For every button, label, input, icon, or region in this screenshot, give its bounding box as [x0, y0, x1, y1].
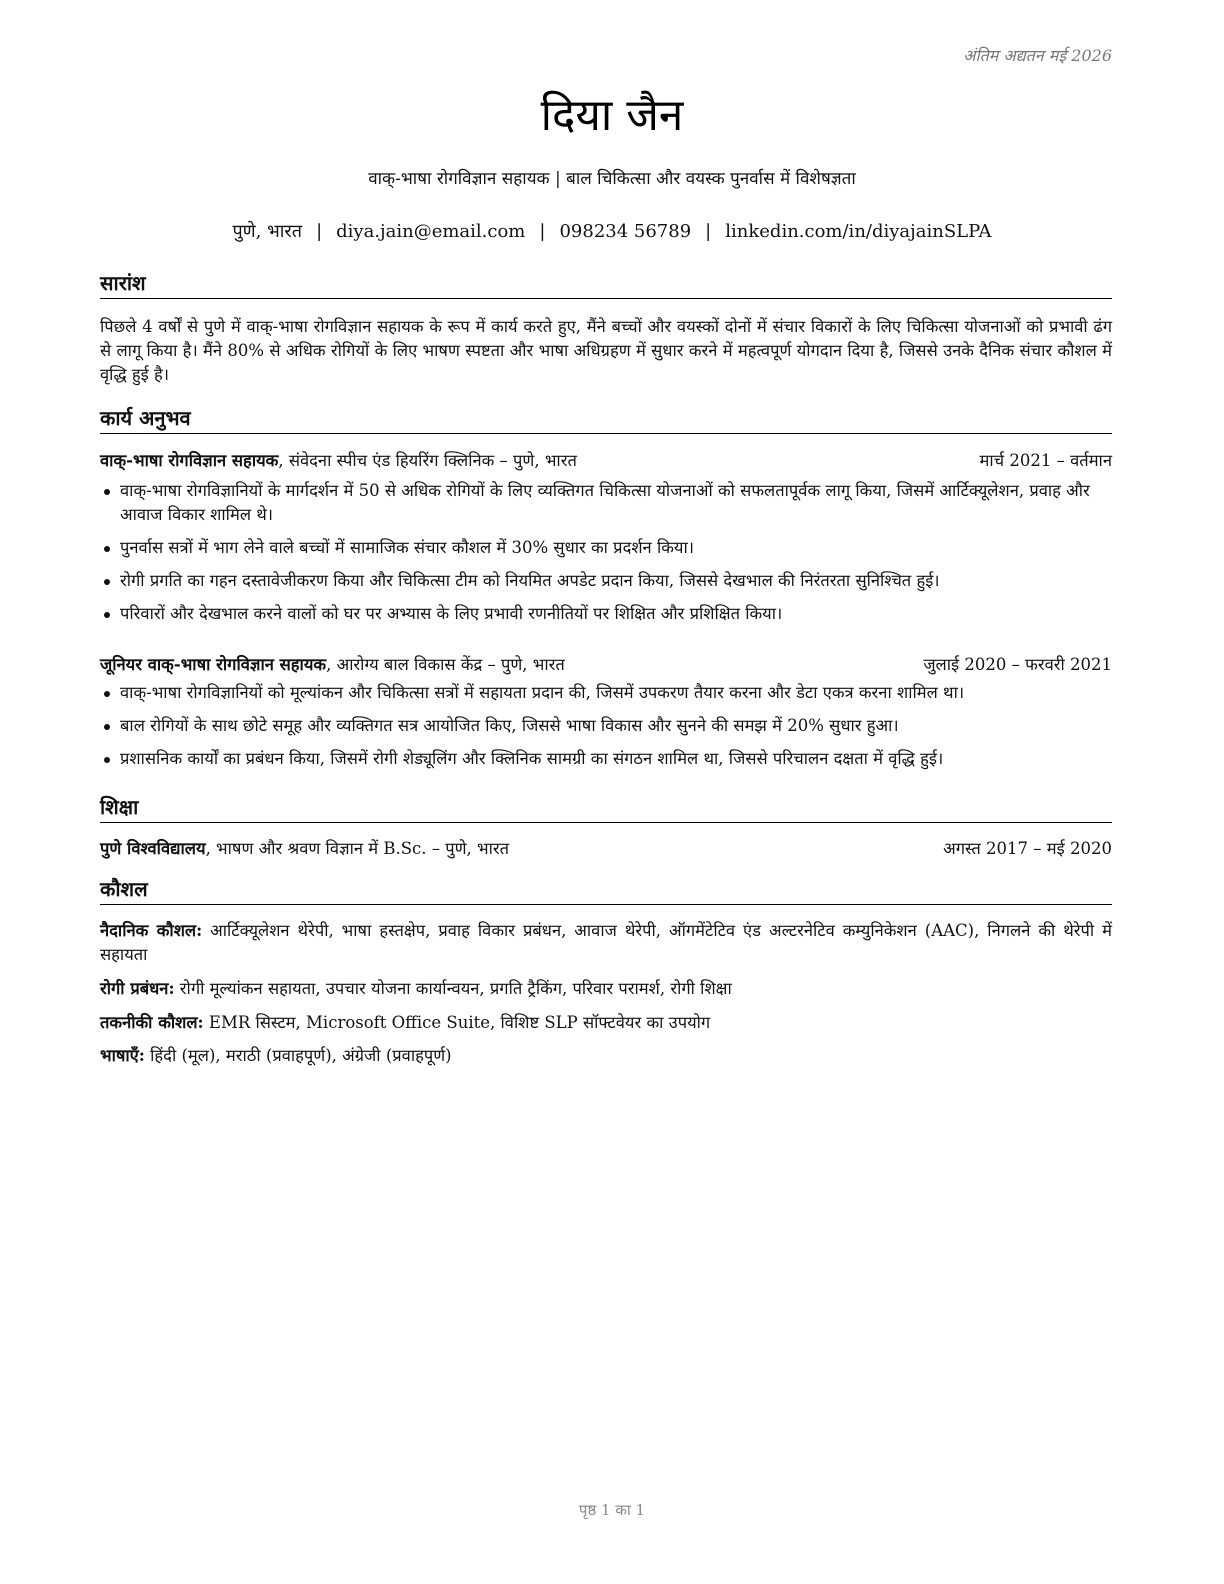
- job-bullet: रोगी प्रगति का गहन दस्तावेजीकरण किया और चिकित्सा टीम को नियमित अपडेट प्रदान किया, जिससे देखभाल की निरंतरता सुनिश्चित हुई।: [100, 569, 1112, 593]
- job-bullets: [100, 681, 1112, 780]
- skill-value: हिंदी (मूल), मराठी (प्रवाहपूर्ण), अंग्रेजी (प्रवाहपूर्ण): [144, 1046, 452, 1065]
- job-header: [100, 448, 1112, 474]
- skill-line: [100, 919, 1112, 967]
- job-bullet: पुनर्वास सत्रों में भाग लेने वाले बच्चों में सामाजिक संचार कौशल में 30% सुधार का प्रदर्शन किया।: [100, 536, 1112, 560]
- skill-label: रोगी प्रबंधन:: [100, 979, 175, 998]
- summary-text: पिछले 4 वर्षों से पुणे में वाक्-भाषा रोगविज्ञान सहायक के रूप में कार्य करते हुए, मैंने बच्चों और वयस्कों दोनों में संचार विकारों के लिए चिकित्सा योजनाओं को प्रभावी ढंग से लागू किया है। मैंने 80% से अधिक रोगियों के लिए भाषण स्पष्टता और भाषा अधिग्रहण में सुधार करने में महत्वपूर्ण योगदान दिया है, जिससे उनके दैनिक संचार कौशल में वृद्धि हुई है।: [100, 317, 1112, 384]
- contact-separator: |: [539, 221, 546, 242]
- skill-label: तकनीकी कौशल:: [100, 1013, 204, 1032]
- contact-line: [0, 218, 1224, 246]
- contact-phone[interactable]: 098234 56789: [559, 221, 692, 242]
- skill-line: [100, 1011, 1112, 1035]
- skill-label: भाषाएँ:: [100, 1046, 145, 1065]
- education-school: पुणे विश्वविद्यालय: [100, 839, 206, 858]
- skills-heading: कौशल: [100, 876, 1112, 905]
- job-dates: जुलाई 2020 – फरवरी 2021: [923, 655, 1112, 674]
- education-entry: [100, 836, 1112, 862]
- education-degree: , भाषण और श्रवण विज्ञान में B.Sc. – पुणे, भारत: [205, 839, 510, 858]
- job-bullets: [100, 479, 1112, 635]
- skill-line: [100, 977, 1112, 1001]
- job-role: जूनियर वाक्-भाषा रोगविज्ञान सहायक: [100, 655, 327, 674]
- professional-subtitle: वाक्-भाषा रोगविज्ञान सहायक | बाल चिकित्सा और वयस्क पुनर्वास में विशेषज्ञता: [368, 169, 856, 189]
- skill-line: [100, 1044, 1112, 1068]
- contact-separator: |: [316, 221, 323, 242]
- job-bullet: बाल रोगियों के साथ छोटे समूह और व्यक्तिगत सत्र आयोजित किए, जिससे भाषा विकास और सुनने की समझ में 20% सुधार हुआ।: [100, 714, 1112, 738]
- last-updated-date: अंतिम अद्यतन मई 2026: [963, 46, 1112, 65]
- job-bullet: वाक्-भाषा रोगविज्ञानियों के मार्गदर्शन में 50 से अधिक रोगियों के लिए व्यक्तिगत चिकित्सा योजनाओं को सफलतापूर्वक लागू किया, जिसमें आर्टिक्यूलेशन, प्रवाह और आवाज विकार शामिल थे।: [100, 479, 1112, 527]
- education-heading: शिक्षा: [100, 794, 1112, 823]
- job-bullet: परिवारों और देखभाल करने वालों को घर पर अभ्यास के लिए प्रभावी रणनीतियों पर शिक्षित और प्रशिक्षित किया।: [100, 602, 1112, 626]
- contact-linkedin[interactable]: linkedin.com/in/diyajainSLPA: [725, 221, 992, 242]
- job-bullet: प्रशासनिक कार्यों का प्रबंधन किया, जिसमें रोगी शेड्यूलिंग और क्लिनिक सामग्री का संगठन शामिल था, जिससे परिचालन दक्षता में वृद्धि हुई।: [100, 747, 1112, 771]
- job-organization: , आरोग्य बाल विकास केंद्र – पुणे, भारत: [326, 655, 565, 674]
- experience-heading: कार्य अनुभव: [100, 405, 1112, 434]
- skill-label: नैदानिक कौशल:: [100, 921, 203, 940]
- skill-value: EMR सिस्टम, Microsoft Office Suite, विशिष्ट SLP सॉफ्टवेयर का उपयोग: [203, 1013, 711, 1032]
- job-organization: , संवेदना स्पीच एंड हियरिंग क्लिनिक – पुणे, भारत: [278, 451, 577, 470]
- education-dates: अगस्त 2017 – मई 2020: [943, 839, 1112, 858]
- candidate-name: दिया जैन: [540, 90, 684, 141]
- page-number: पृष्ठ 1 का 1: [578, 1501, 646, 1519]
- education-title: [100, 836, 509, 862]
- skill-value: आर्टिक्यूलेशन थेरेपी, भाषा हस्तक्षेप, प्रवाह विकार प्रबंधन, आवाज थेरेपी, ऑगमेंटेटिव एंड अल्टरनेटिव कम्युनिकेशन (AAC), निगलने की थेरेपी में सहायता: [100, 921, 1112, 964]
- job-title-org: [100, 448, 577, 474]
- job-role: वाक्-भाषा रोगविज्ञान सहायक: [100, 451, 279, 470]
- summary-heading: सारांश: [100, 270, 1112, 299]
- contact-separator: |: [705, 221, 712, 242]
- job-header: [100, 652, 1112, 678]
- skill-value: रोगी मूल्यांकन सहायता, उपचार योजना कार्यान्वयन, प्रगति ट्रैकिंग, परिवार परामर्श, रोगी शिक्षा: [174, 979, 732, 998]
- job-bullet: वाक्-भाषा रोगविज्ञानियों को मूल्यांकन और चिकित्सा सत्रों में सहायता प्रदान की, जिसमें उपकरण तैयार करना और डेटा एकत्र करना शामिल था।: [100, 681, 1112, 705]
- contact-email[interactable]: diya.jain@email.com: [336, 221, 526, 242]
- job-dates: मार्च 2021 – वर्तमान: [979, 451, 1112, 470]
- job-title-org: [100, 652, 565, 678]
- contact-location: पुणे, भारत: [232, 221, 303, 242]
